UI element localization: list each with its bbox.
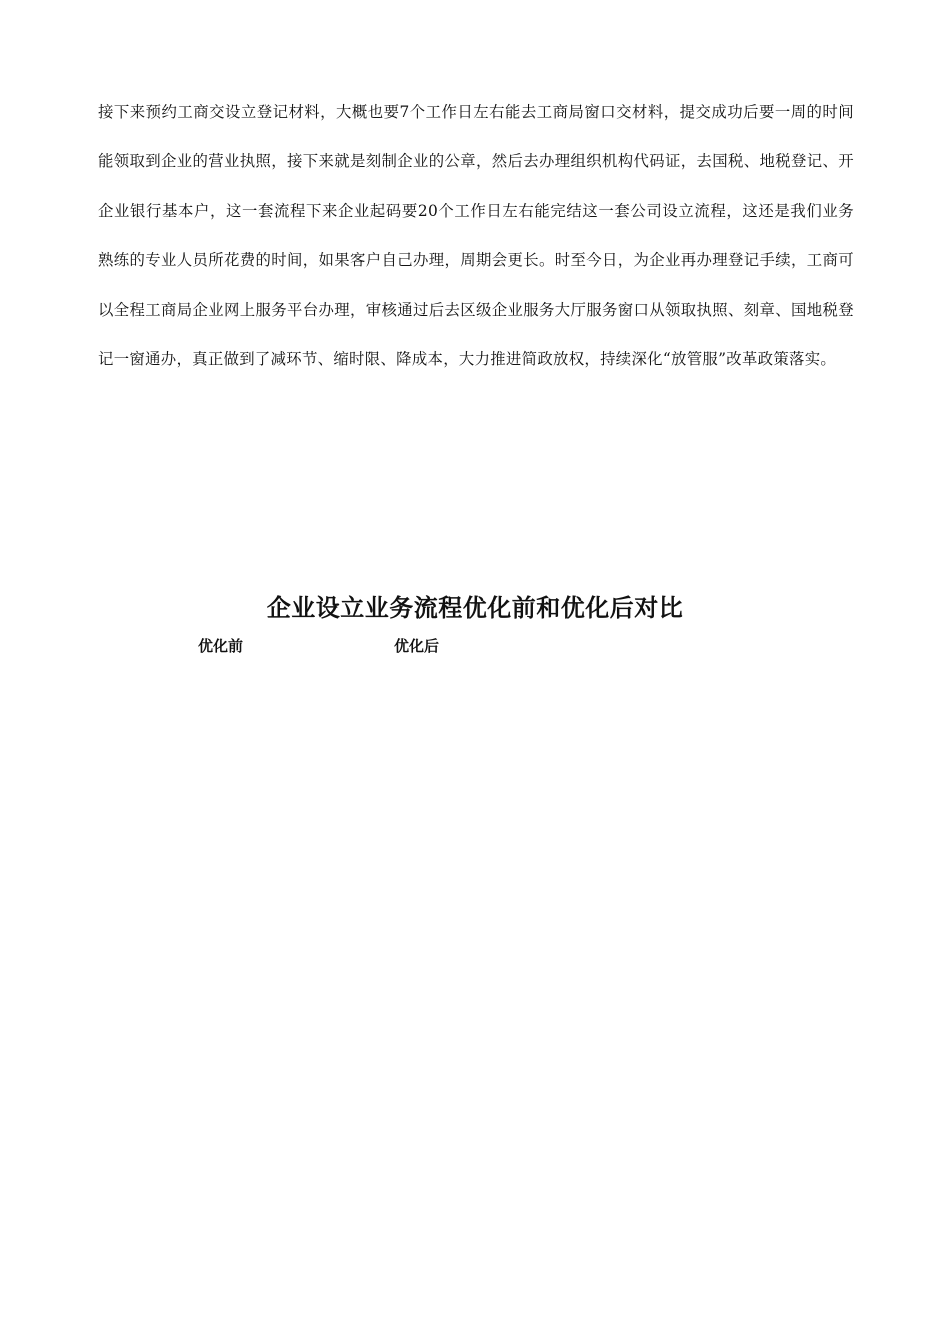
after-optimization-label: 优化后 <box>394 637 440 655</box>
section-title: 企业设立业务流程优化前和优化后对比 <box>266 593 684 622</box>
body-paragraph: 接下来预约工商交设立登记材料，大概也要7个工作日左右能去工商局窗口交材料，提交成功后要一周的时间能领取到企业的营业执照，接下来就是刻制企业的公章，然后去办理组织机构代码证，去国税、地税登记、开企业银行基本户，这一套流程下来企业起码要20个工作日左右能完结这一套公司设立流程，这还是我们业务熟练的专业人员所花费的时间，如果客户自己办理，周期会更长。时至今日，为企业再办理登记手续，工商可以全程工商局企业网上服务平台办理，审核通过后去区级企业服务大厅服务窗口从领取执照、刻章、国地税登记一窗通办，真正做到了减环节、缩时限、降成本，大力推进简政放权，持续深化“放管服”改革政策落实。 <box>98 103 854 369</box>
before-optimization-label: 优化前 <box>198 637 244 655</box>
